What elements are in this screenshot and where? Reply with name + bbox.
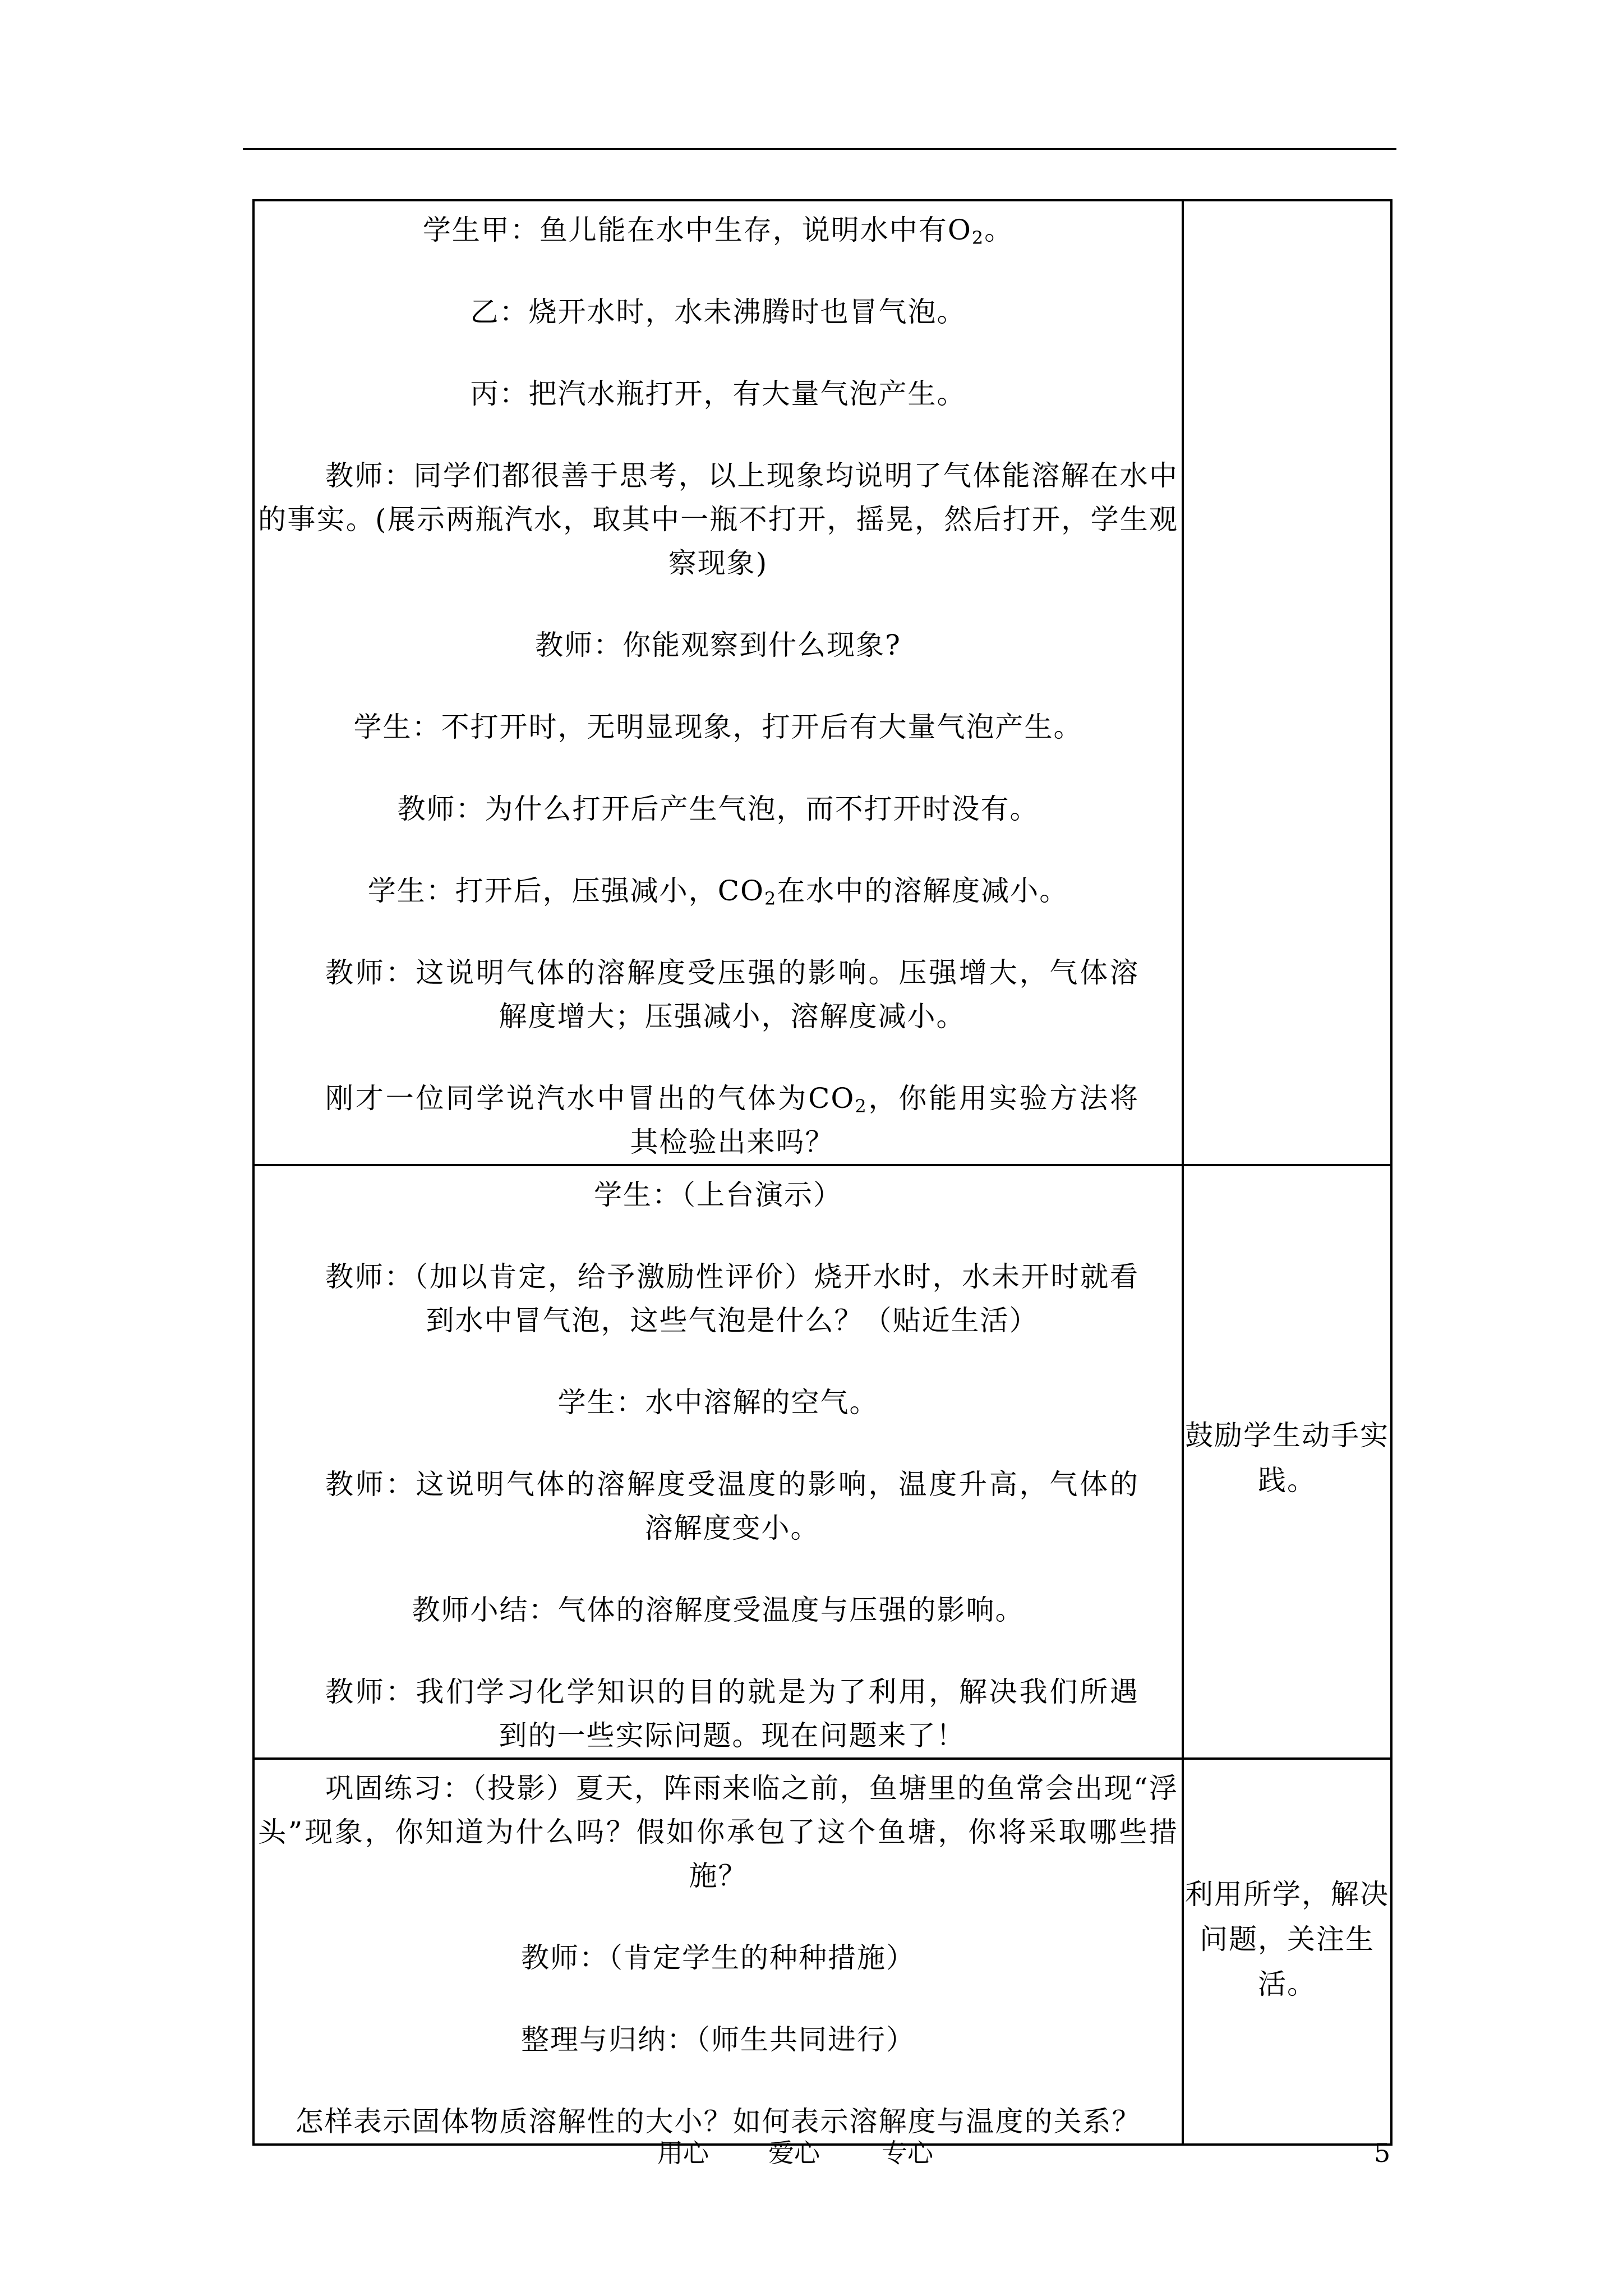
note-cell [1183,1165,1391,1759]
note-cell [1183,200,1391,1165]
note-line: 鼓励学生动手实 [1185,1419,1389,1452]
header-rule [243,148,1396,150]
paragraph: 教师：同学们都很善于思考，以上现象均说明了气体能溶解在水中的事实。(展示两瓶汽水，取其中一瓶不打开，摇晃，然后打开，学生观察现象) [258,459,1178,579]
page-number: 5 [1374,2138,1391,2168]
paragraph: 教师：你能观察到什么现象? [535,629,901,661]
paragraph: 教师：为什么打开后产生气泡，而不打开时没有。 [397,793,1039,825]
note-line: 问题，关注生活。 [1200,1923,1375,2000]
paragraph: 学生：打开后，压强减小，$CO_2$在水中的溶解度减小。 [367,875,1069,909]
footer-motto-3: 专心 [882,2138,933,2168]
paragraph: 刚才一位同学说汽水中冒出的气体为$CO_2$，你能用实验方法将其检验出来吗？ [325,1082,1140,1158]
paragraph: 教师：（肯定学生的种种措施） [521,1941,915,1974]
paragraph: 怎样表示固体物质溶解性的大小？如何表示溶解度与温度的关系？ [295,2105,1141,2138]
paragraph: 教师：这说明气体的溶解度受温度的影响，温度升高，气体的溶解度变小。 [325,1468,1139,1544]
lesson-table [252,199,1393,2146]
note-line: 利用所学，解决 [1185,1878,1389,1911]
table-row [253,200,1391,1165]
paragraph: 教师：这说明气体的溶解度受压强的影响。压强增大，气体溶解度增大；压强减小，溶解度减小。 [325,956,1139,1033]
paragraph: 教师：（加以肯定，给予激励性评价）烧开水时，水未开时就看到水中冒气泡，这些气泡是什么？（贴近生活） [325,1260,1139,1337]
paragraph: 丙：把汽水瓶打开，有大量气泡产生。 [470,378,966,410]
table-row [253,1759,1391,2145]
paragraph: 学生：不打开时，无明显现象，打开后有大量气泡产生。 [353,711,1083,743]
note-cell [1183,1759,1391,2145]
content-cell [253,200,1183,1165]
paragraph: 学生：水中溶解的空气。 [557,1386,879,1419]
note-line: 践。 [1258,1464,1316,1497]
footer-motto-1: 用心 [657,2138,709,2168]
paragraph: 巩固练习：（投影）夏天，阵雨来临之前，鱼塘里的鱼常会出现“浮头”现象，你知道为什么吗？假如你承包了这个鱼塘，你将采取哪些措施？ [258,1772,1178,1892]
paragraph: 教师小结：气体的溶解度受温度与压强的影响。 [412,1594,1025,1626]
paragraph: 整理与归纳：（师生共同进行） [521,2023,915,2056]
paragraph: 学生：（上台演示） [594,1179,842,1211]
table-row [253,1165,1391,1759]
paragraph: 乙：烧开水时，水未沸腾时也冒气泡。 [470,296,966,328]
footer-motto-2: 爱心 [768,2138,820,2168]
content-cell [253,1759,1183,2145]
paragraph: 教师：我们学习化学知识的目的就是为了利用，解决我们所遇到的一些实际问题。现在问题来了！ [325,1676,1139,1752]
paragraph: 学生甲：鱼儿能在水中生存，说明水中有$O_2$。 [422,214,1014,249]
content-cell [253,1165,1183,1759]
